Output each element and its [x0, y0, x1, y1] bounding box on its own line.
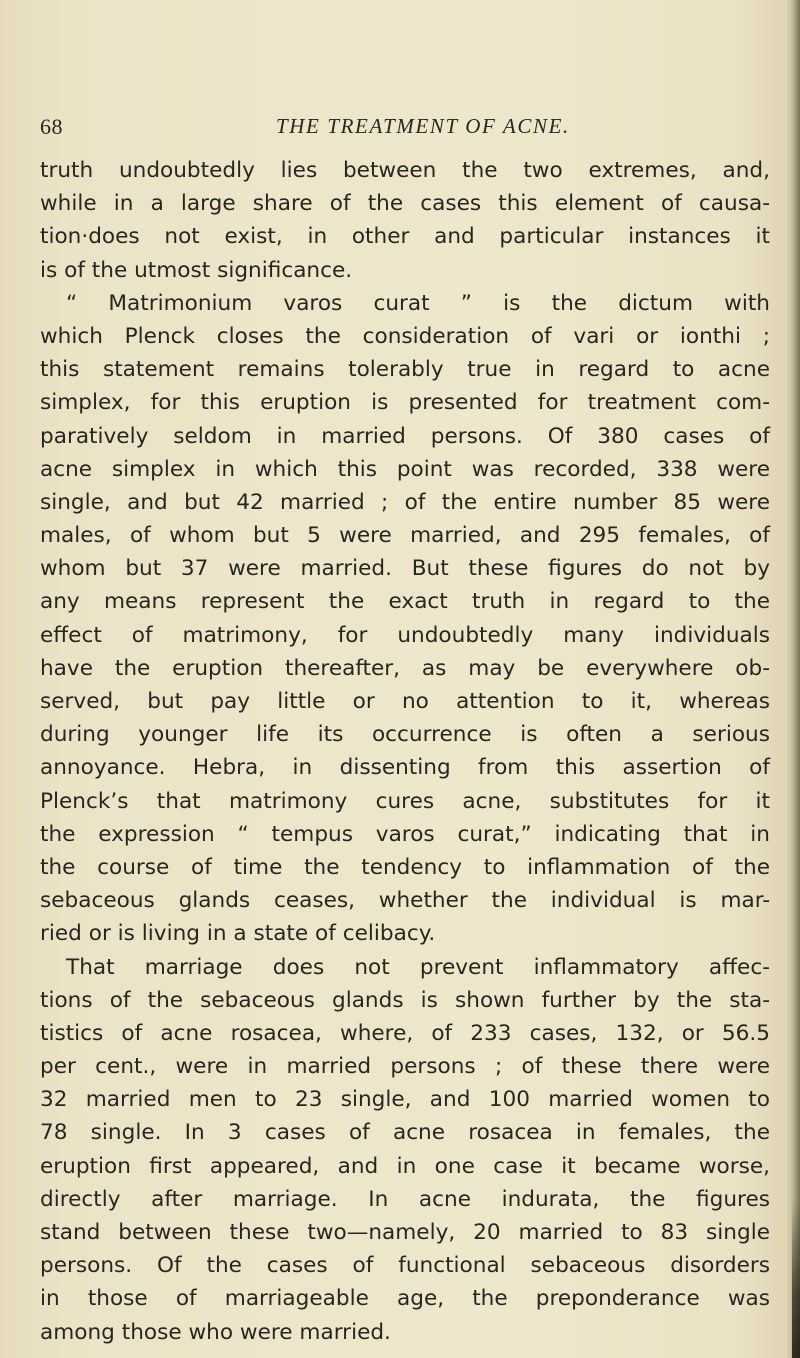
text-line: while in a large share of the cases this element of causa- [40, 191, 770, 217]
page-number: 68 [40, 114, 63, 139]
text-line: Plenck’s that matrimony cures acne, substitutes for it [40, 788, 770, 814]
text-line: tions of the sebaceous glands is shown further by the sta- [40, 987, 770, 1013]
text-line: single, and but 42 married ; of the entire number 85 were [40, 489, 770, 515]
page-edge-shadow [786, 0, 800, 1358]
text-line: 32 married men to 23 single, and 100 married women to [40, 1087, 770, 1113]
text-line: during younger life its occurrence is often a serious [40, 722, 770, 748]
text-line: 78 single. In 3 cases of acne rosacea in females, the [40, 1120, 770, 1146]
text-line: tistics of acne rosacea, where, of 233 cases, 132, or 56.5 [40, 1020, 770, 1046]
text-line: sebaceous glands ceases, whether the individual is mar- [40, 888, 770, 914]
body-text [40, 154, 770, 1349]
text-line: “ Matrimonium varos curat ” is the dictum with [66, 290, 770, 316]
text-line: tion·does not exist, in other and particular instances it [40, 224, 770, 250]
text-line: ried or is living in a state of celibacy. [40, 921, 436, 947]
page-edge-dark-corner [792, 1200, 800, 1358]
text-line: in those of marriageable age, the preponderance was [40, 1286, 770, 1312]
text-line: acne simplex in which this point was recorded, 338 were [40, 456, 770, 482]
text-line: among those who were married. [40, 1319, 391, 1345]
text-line: persons. Of the cases of functional sebaceous disorders [40, 1253, 770, 1279]
text-line: effect of matrimony, for undoubtedly many individuals [40, 622, 770, 648]
text-line: paratively seldom in married persons. Of 380 cases of [40, 423, 770, 449]
text-line: simplex, for this eruption is presented for treatment com- [40, 390, 770, 416]
text-line: eruption first appeared, and in one case it became worse, [40, 1153, 770, 1179]
text-line: served, but pay little or no attention to it, whereas [40, 689, 770, 714]
text-line: That marriage does not prevent inflammatory affec- [66, 954, 770, 980]
text-line: have the eruption thereafter, as may be everywhere ob- [40, 655, 770, 681]
text-line: per cent., were in married persons ; of these there were [40, 1054, 770, 1080]
text-line: whom but 37 were married. But these figures do not by [40, 556, 770, 582]
text-line: any means represent the exact truth in regard to the [40, 589, 770, 615]
text-line: the expression “ tempus varos curat,” indicating that in [40, 821, 770, 847]
text-line: is of the utmost significance. [40, 257, 353, 283]
text-line: this statement remains tolerably true in regard to acne [40, 357, 770, 383]
text-line: truth undoubtedly lies between the two extremes, and, [40, 158, 770, 183]
text-line: the course of time the tendency to inflammation of the [40, 854, 770, 880]
text-line: males, of whom but 5 were married, and 295 females, of [40, 523, 770, 549]
running-title: THE TREATMENT OF ACNE. [276, 114, 570, 138]
text-line: which Plenck closes the consideration of vari or ionthi ; [40, 323, 770, 349]
text-line: stand between these two—namely, 20 married to 83 single [40, 1220, 770, 1245]
text-line: directly after marriage. In acne indurata, the figures [40, 1186, 770, 1212]
text-line: annoyance. Hebra, in dissenting from this assertion of [40, 755, 770, 781]
running-head [40, 114, 760, 144]
